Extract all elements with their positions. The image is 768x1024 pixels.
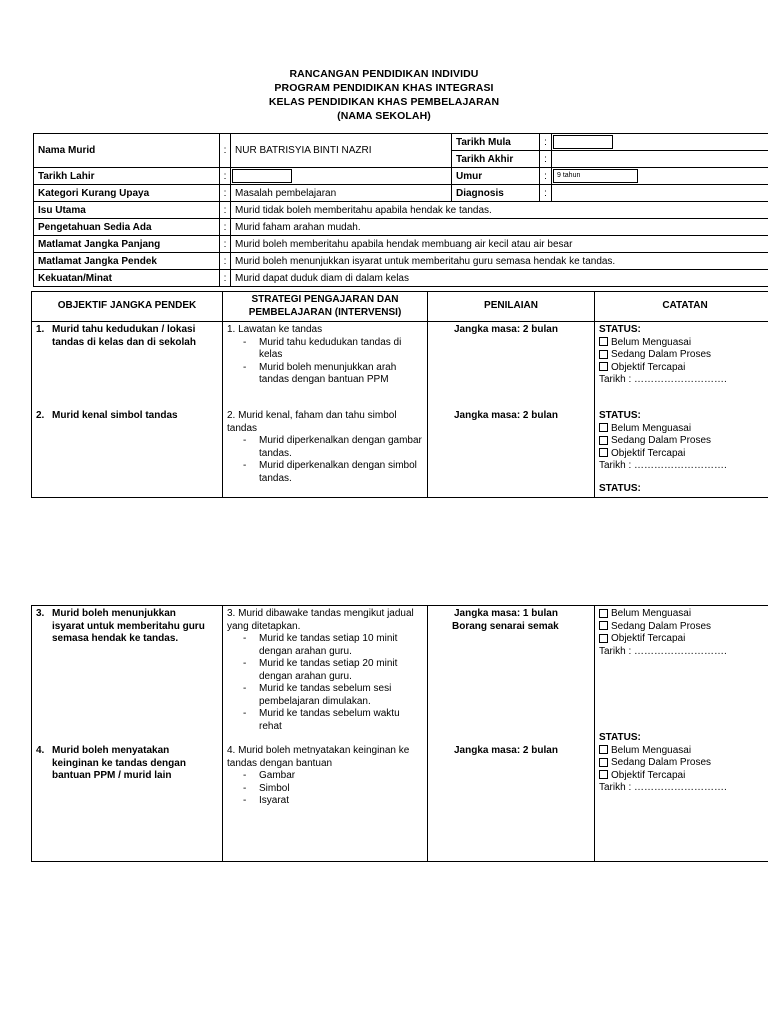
- student-info-table: [33, 133, 768, 287]
- tarikh-akhir-value[interactable]: [552, 151, 768, 168]
- nama-murid-value: NUR BATRISYIA BINTI NAZRI: [231, 134, 452, 168]
- penilaian-item: Jangka masa: 2 bulan: [454, 324, 558, 335]
- checkbox-icon[interactable]: [599, 621, 608, 630]
- tarikh-mula-label: Tarikh Mula: [452, 134, 540, 151]
- status-option-belum[interactable]: Belum Menguasai: [599, 608, 768, 621]
- colon: :: [220, 202, 231, 219]
- penilaian-item: Jangka masa: 2 bulan: [454, 410, 558, 421]
- checkbox-icon[interactable]: [599, 350, 608, 359]
- strategy-cell: [223, 606, 428, 862]
- tarikh-akhir-label: Tarikh Akhir: [452, 151, 540, 168]
- colon: :: [220, 253, 231, 270]
- checkbox-icon[interactable]: [599, 634, 608, 643]
- status-tarikh: Tarikh : ……………………….: [599, 374, 727, 385]
- status-tarikh: Tarikh : ……………………….: [599, 782, 727, 793]
- colon: :: [540, 185, 552, 202]
- status-option-tercapai[interactable]: Objektif Tercapai: [599, 633, 768, 646]
- objective-cell: [32, 606, 223, 862]
- document-header: [0, 67, 768, 123]
- status-option-belum[interactable]: Belum Menguasai: [599, 337, 768, 350]
- status-option-tercapai[interactable]: Objektif Tercapai: [599, 448, 768, 461]
- colon: :: [220, 168, 231, 185]
- checkbox-icon[interactable]: [599, 362, 608, 371]
- status-option-sedang[interactable]: Sedang Dalam Proses: [599, 435, 768, 448]
- checkbox-icon[interactable]: [599, 436, 608, 445]
- nama-murid-label: Nama Murid: [34, 134, 220, 168]
- pengetahuan-label: Pengetahuan Sedia Ada: [34, 219, 220, 236]
- checkbox-icon[interactable]: [599, 609, 608, 618]
- colon: :: [220, 134, 231, 168]
- objective-item: 2. Murid kenal simbol tandas: [36, 410, 178, 421]
- checkbox-icon[interactable]: [599, 423, 608, 432]
- strategy-point: - Simbol: [243, 783, 423, 796]
- penilaian-cell: [428, 322, 595, 498]
- penilaian-item: Jangka masa: 2 bulan: [454, 745, 558, 756]
- status-option-belum[interactable]: Belum Menguasai: [599, 423, 768, 436]
- penilaian-cell: [428, 606, 595, 862]
- col-header-strategi: STRATEGI PENGAJARAN DAN PEMBELAJARAN (INTERVENSI): [223, 292, 428, 322]
- kekuatan-value: Murid dapat duduk diam di dalam kelas: [231, 270, 768, 287]
- objective-item: 1. Murid tahu kedudukan / lokasi tandas di kelas dan di sekolah: [36, 324, 196, 348]
- matlamat-pendek-label: Matlamat Jangka Pendek: [34, 253, 220, 270]
- col-header-penilaian: PENILAIAN: [428, 292, 595, 322]
- strategy-item: 1. Lawatan ke tandas - Murid tahu kedudukan tandas di kelas - Murid boleh menunjukkan arah tandas dengan bantuan PPM: [227, 324, 423, 410]
- isu-utama-label: Isu Utama: [34, 202, 220, 219]
- status-block: STATUS: Belum Menguasai Sedang Dalam Proses Objektif Tercapai Tarikh : ………………………. STATUS:: [599, 410, 768, 495]
- checkbox-icon[interactable]: [599, 745, 608, 754]
- tarikh-mula-value[interactable]: [552, 134, 768, 151]
- strategy-point: - Murid ke tandas sebelum waktu rehat: [243, 708, 423, 733]
- status-option-tercapai[interactable]: Objektif Tercapai: [599, 770, 768, 783]
- status-tarikh: Tarikh : ……………………….: [599, 460, 727, 471]
- col-header-catatan: CATATAN: [595, 292, 768, 322]
- strategy-item: 4. Murid boleh metnyatakan keinginan ke tandas dengan bantuan - Gambar - Simbol - Isyarat: [227, 745, 423, 808]
- strategy-item: 2. Murid kenal, faham dan tahu simbol tandas - Murid diperkenalkan dengan gambar tandas. - Murid diperkenalkan dengan simbol tandas.: [227, 410, 423, 485]
- header-line-2: PROGRAM PENDIDIKAN KHAS INTEGRASI: [274, 82, 494, 94]
- strategy-point: - Murid boleh menunjukkan arah tandas dengan bantuan PPM: [243, 362, 423, 387]
- strategy-point: - Murid diperkenalkan dengan simbol tandas.: [243, 460, 423, 485]
- diagnosis-value: [552, 185, 768, 202]
- tarikh-lahir-value[interactable]: [231, 168, 452, 185]
- checkbox-icon[interactable]: [599, 758, 608, 767]
- kekuatan-label: Kekuatan/Minat: [34, 270, 220, 287]
- colon: :: [220, 185, 231, 202]
- strategy-cell: [223, 322, 428, 498]
- catatan-cell: [595, 606, 768, 862]
- strategy-point: - Isyarat: [243, 795, 423, 808]
- status-block: [599, 608, 768, 732]
- strategy-point: - Murid diperkenalkan dengan gambar tandas.: [243, 435, 423, 460]
- status-option-belum[interactable]: Belum Menguasai: [599, 745, 768, 758]
- status-tarikh: Tarikh : ……………………….: [599, 645, 727, 657]
- colon: :: [540, 168, 552, 185]
- umur-label: Umur: [452, 168, 540, 185]
- strategy-point: - Murid tahu kedudukan tandas di kelas: [243, 337, 423, 362]
- status-option-sedang[interactable]: Sedang Dalam Proses: [599, 349, 768, 362]
- strategy-item: 3. Murid dibawake tandas mengikut jadual yang ditetapkan. - Murid ke tandas setiap 10 minit dengan arahan guru. - Murid ke tandas setiap 20 minit dengan arahan guru. - Murid ke tandas sebelum sesi pembelajaran dimulakan. - Murid ke tandas sebelum waktu rehat: [227, 608, 423, 745]
- status-option-sedang[interactable]: Sedang Dalam Proses: [599, 757, 768, 770]
- status-option-tercapai[interactable]: Objektif Tercapai: [599, 362, 768, 375]
- diagnosis-label: Diagnosis: [452, 185, 540, 202]
- status-block: STATUS: Belum Menguasai Sedang Dalam Proses Objektif Tercapai Tarikh : ……………………….: [599, 732, 768, 795]
- matlamat-panjang-label: Matlamat Jangka Panjang: [34, 236, 220, 253]
- colon: :: [220, 270, 231, 287]
- colon: :: [220, 219, 231, 236]
- checkbox-icon[interactable]: [599, 448, 608, 457]
- header-line-4: (NAMA SEKOLAH): [337, 110, 431, 122]
- plan-table-2: [31, 605, 768, 862]
- objective-cell: [32, 322, 223, 498]
- colon: :: [540, 151, 552, 168]
- matlamat-pendek-value: Murid boleh menunjukkan isyarat untuk memberitahu guru semasa hendak ke tandas.: [231, 253, 768, 270]
- strategy-point: - Gambar: [243, 770, 423, 783]
- strategy-point: - Murid ke tandas sebelum sesi pembelajaran dimulakan.: [243, 683, 423, 708]
- kategori-value: Masalah pembelajaran: [231, 185, 452, 202]
- plan-table-1: [31, 291, 768, 498]
- tarikh-lahir-label: Tarikh Lahir: [34, 168, 220, 185]
- penilaian-item: Jangka masa: 1 bulan Borang senarai semak: [452, 608, 559, 632]
- status-block: STATUS: Belum Menguasai Sedang Dalam Proses Objektif Tercapai Tarikh : ……………………….: [599, 324, 768, 410]
- col-header-objektif: OBJEKTIF JANGKA PENDEK: [32, 292, 223, 322]
- status-option-sedang[interactable]: Sedang Dalam Proses: [599, 621, 768, 634]
- checkbox-icon[interactable]: [599, 337, 608, 346]
- strategy-point: - Murid ke tandas setiap 10 minit dengan arahan guru.: [243, 633, 423, 658]
- strategy-point: - Murid ke tandas setiap 20 minit dengan arahan guru.: [243, 658, 423, 683]
- catatan-cell: [595, 322, 768, 498]
- colon: :: [220, 236, 231, 253]
- header-line-3: KELAS PENDIDIKAN KHAS PEMBELAJARAN: [268, 96, 500, 108]
- header-line-1: RANCANGAN PENDIDIKAN INDIVIDU: [289, 68, 479, 80]
- objective-item: 4. Murid boleh menyatakan keinginan ke tandas dengan bantuan PPM / murid lain: [36, 745, 186, 781]
- checkbox-icon[interactable]: [599, 770, 608, 779]
- isu-utama-value: Murid tidak boleh memberitahu apabila hendak ke tandas.: [231, 202, 768, 219]
- kategori-label: Kategori Kurang Upaya: [34, 185, 220, 202]
- colon: :: [540, 134, 552, 151]
- matlamat-panjang-value: Murid boleh memberitahu apabila hendak membuang air kecil atau air besar: [231, 236, 768, 253]
- pengetahuan-value: Murid faham arahan mudah.: [231, 219, 768, 236]
- umur-value: 9 tahun: [552, 168, 768, 185]
- objective-item: 3. Murid boleh menunjukkan isyarat untuk memberitahu guru semasa hendak ke tandas.: [36, 608, 205, 644]
